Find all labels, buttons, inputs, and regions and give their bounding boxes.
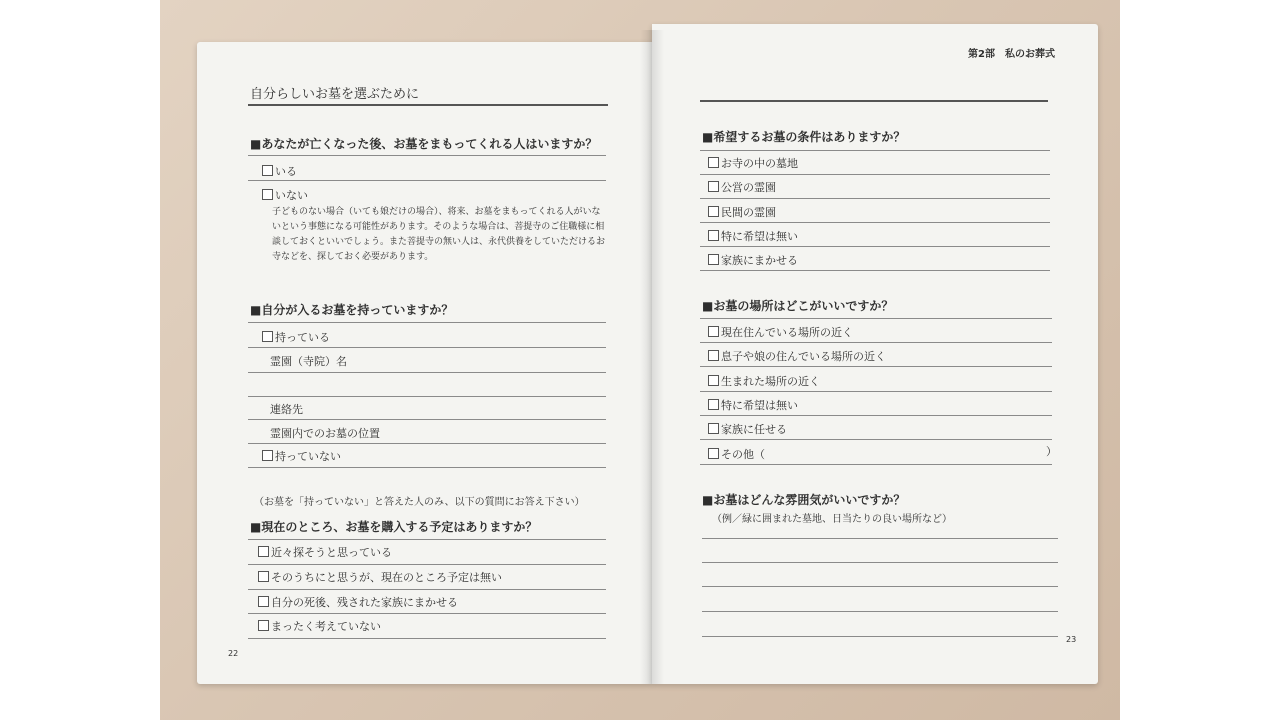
- rq1-option-3[interactable]: [708, 206, 776, 218]
- q2-option-own[interactable]: [262, 331, 330, 343]
- q2-question: ■自分が入るお墓を持っていますか？: [250, 303, 454, 317]
- answer-line[interactable]: [702, 538, 1058, 539]
- option-label: 家族にまかせる: [721, 254, 798, 267]
- option-label: 自分の死後、残された家族にまかせる: [271, 596, 458, 609]
- rq2-option-4[interactable]: [708, 399, 798, 411]
- checkbox[interactable]: [708, 326, 719, 337]
- checkbox[interactable]: [708, 230, 719, 241]
- rule: [248, 467, 606, 468]
- option-label: いない: [275, 189, 308, 202]
- rq1-option-4[interactable]: [708, 230, 798, 242]
- q3-option-3[interactable]: [258, 596, 458, 608]
- q1-option-yes[interactable]: [262, 165, 297, 177]
- rq1-option-1[interactable]: [708, 157, 798, 169]
- rule: [700, 198, 1050, 199]
- rule: [700, 270, 1050, 271]
- rq1-option-2[interactable]: [708, 181, 776, 193]
- rule: [700, 318, 1052, 319]
- rq2-option-5[interactable]: [708, 423, 787, 435]
- answer-line[interactable]: [702, 636, 1058, 637]
- option-label: 特に希望は無い: [721, 399, 798, 412]
- option-label: 近々探そうと思っている: [271, 546, 392, 559]
- checkbox[interactable]: [258, 546, 269, 557]
- q2-option-not-own[interactable]: [262, 450, 341, 462]
- rule: [700, 415, 1052, 416]
- option-label: 現在住んでいる場所の近く: [721, 326, 853, 339]
- close-paren: ）: [1046, 445, 1057, 458]
- option-label: そのうちにと思うが、現在のところ予定は無い: [271, 571, 502, 584]
- q1-option-no[interactable]: [262, 189, 308, 201]
- q2-field-cemetery-name: 霊園（寺院）名: [270, 355, 347, 368]
- q1-note: 子どものない場合（いても娘だけの場合）、将来、お墓をまもってくれる人がいないという事態になる可能性があります。そのような場合は、菩提寺のご住職様に相談しておくといいでしょう。また菩提寺の無い人は、永代供養をしていただけるお寺などを、探しておく必要があります。: [272, 207, 606, 262]
- option-label: お寺の中の墓地: [721, 157, 798, 170]
- option-label: 持っていない: [275, 450, 341, 463]
- rule: [248, 347, 606, 348]
- rq3-question: ■お墓はどんな雰囲気がいいですか？: [702, 493, 906, 507]
- option-label: 民間の霊園: [721, 206, 776, 219]
- checkbox[interactable]: [262, 450, 273, 461]
- checkbox[interactable]: [708, 350, 719, 361]
- rq2-option-1[interactable]: [708, 326, 853, 338]
- answer-line[interactable]: [702, 611, 1058, 612]
- header-underline: [700, 100, 1048, 102]
- book-gutter: [640, 30, 664, 684]
- q3-option-2[interactable]: [258, 571, 502, 583]
- answer-line[interactable]: [702, 562, 1058, 563]
- checkbox[interactable]: [258, 571, 269, 582]
- instruction-text: （お墓を「持っていない」と答えた人のみ、以下の質問にお答え下さい）: [254, 497, 585, 508]
- right-page-header: 第2部 私のお葬式: [968, 49, 1055, 60]
- left-page-title: 自分らしいお墓を選ぶために: [250, 87, 420, 102]
- q3-option-4[interactable]: [258, 620, 381, 632]
- checkbox[interactable]: [708, 448, 719, 459]
- checkbox[interactable]: [708, 375, 719, 386]
- q3-option-1[interactable]: [258, 546, 392, 558]
- checkbox[interactable]: [708, 254, 719, 265]
- checkbox[interactable]: [262, 189, 273, 200]
- rq2-question: ■お墓の場所はどこがいいですか？: [702, 299, 894, 313]
- checkbox[interactable]: [258, 596, 269, 607]
- option-label: その他（: [721, 448, 765, 461]
- q3-question: ■現在のところ、お墓を購入する予定はありますか？: [250, 520, 538, 534]
- rule: [700, 174, 1050, 175]
- option-label: 公営の霊園: [721, 181, 776, 194]
- rule: [700, 222, 1050, 223]
- checkbox[interactable]: [708, 206, 719, 217]
- option-label: いる: [275, 165, 297, 178]
- rule: [248, 443, 606, 444]
- rule: [248, 180, 606, 181]
- checkbox[interactable]: [708, 181, 719, 192]
- rule: [248, 613, 606, 614]
- rq2-option-3[interactable]: [708, 375, 820, 387]
- rule: [248, 372, 606, 373]
- rule: [248, 539, 606, 540]
- option-label: 持っている: [275, 331, 330, 344]
- rule: [248, 564, 606, 565]
- rq3-example: （例／緑に囲まれた墓地、日当たりの良い場所など）: [712, 514, 952, 525]
- rule: [700, 246, 1050, 247]
- option-label: 生まれた場所の近く: [721, 375, 820, 388]
- rule: [248, 322, 606, 323]
- checkbox[interactable]: [258, 620, 269, 631]
- rq2-option-other[interactable]: [708, 448, 765, 460]
- option-label: 特に希望は無い: [721, 230, 798, 243]
- answer-line[interactable]: [702, 586, 1058, 587]
- checkbox[interactable]: [708, 423, 719, 434]
- rule: [700, 439, 1052, 440]
- rule: [700, 150, 1050, 151]
- rq1-question: ■希望するお墓の条件はありますか？: [702, 130, 906, 144]
- right-page-number: 23: [1066, 635, 1077, 644]
- rq2-option-2[interactable]: [708, 350, 886, 362]
- left-page-number: 22: [228, 649, 239, 658]
- rule: [700, 366, 1052, 367]
- checkbox[interactable]: [262, 331, 273, 342]
- rule: [700, 391, 1052, 392]
- rule: [248, 589, 606, 590]
- q2-field-location: 霊園内でのお墓の位置: [270, 427, 380, 440]
- q1-question: ■あなたが亡くなった後、お墓をまもってくれる人はいますか？: [250, 137, 598, 151]
- title-underline: [248, 104, 608, 106]
- checkbox[interactable]: [708, 399, 719, 410]
- rq1-option-5[interactable]: [708, 254, 798, 266]
- checkbox[interactable]: [262, 165, 273, 176]
- rule: [248, 419, 606, 420]
- rule: [248, 396, 606, 397]
- rule: [248, 155, 606, 156]
- q2-field-contact: 連絡先: [270, 403, 303, 416]
- option-label: まったく考えていない: [271, 620, 381, 633]
- rule: [700, 342, 1052, 343]
- rule: [700, 464, 1052, 465]
- checkbox[interactable]: [708, 157, 719, 168]
- option-label: 家族に任せる: [721, 423, 787, 436]
- option-label: 息子や娘の住んでいる場所の近く: [721, 350, 886, 363]
- rule: [248, 638, 606, 639]
